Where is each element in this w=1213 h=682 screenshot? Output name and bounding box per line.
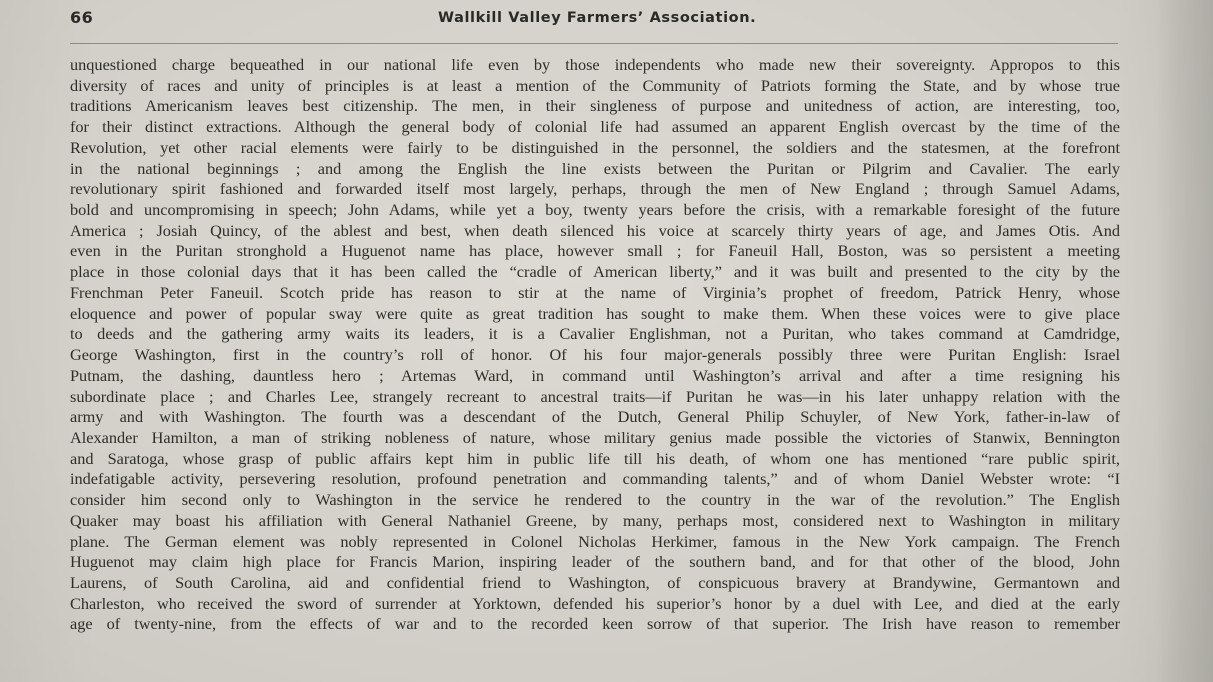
text-line: revolutionary spirit fashioned and forwarded itself most largely, perhaps, through the men of New England ; through Samuel Adams, bbox=[70, 179, 1120, 199]
text-line: traditions Americanism leaves best citizenship. The men, in their singleness of purpose and unitedness of action, are interesting, too, bbox=[70, 96, 1120, 116]
text-line: Laurens, of South Carolina, aid and confidential friend to Washington, of conspicuous bravery at Brandywine, Germantown and bbox=[70, 572, 1120, 592]
text-line: Revolution, yet other racial elements were fairly to be distinguished in the personnel, the soldiers and the statesmen, at the forefront bbox=[70, 137, 1120, 157]
text-line: subordinate place ; and Charles Lee, strangely recreant to ancestral traits—if Puritan he was—in his later unhappy relation with the bbox=[70, 386, 1120, 406]
text-line: and Saratoga, whose grasp of public affairs kept him in public life till his death, of whom one has mentioned “rare public spirit, bbox=[70, 448, 1120, 468]
text-line: George Washington, first in the country’s roll of honor. Of his four major-generals possibly three were Puritan English: Israel bbox=[70, 345, 1120, 365]
text-line: Alexander Hamilton, a man of striking nobleness of nature, whose military genius made possible the victories of Stanwix, Bennington bbox=[70, 427, 1120, 447]
page-header bbox=[70, 7, 1120, 33]
text-line: Frenchman Peter Faneuil. Scotch pride has reason to stir at the name of Virginia’s prophet of freedom, Patrick Henry, whose bbox=[70, 282, 1120, 302]
text-line: plane. The German element was nobly represented in Colonel Nicholas Herkimer, famous in the New York campaign. The French bbox=[70, 531, 1120, 551]
page-gutter-shadow bbox=[1155, 0, 1213, 682]
text-line: Quaker may boast his affiliation with General Nathaniel Greene, by many, perhaps most, considered next to Washington in military bbox=[70, 510, 1120, 530]
page-number: 66 bbox=[70, 8, 94, 27]
text-line: army and with Washington. The fourth was a descendant of the Dutch, General Philip Schuyler, of New York, father-in-law of bbox=[70, 407, 1120, 427]
text-line: indefatigable activity, persevering resolution, profound penetration and commanding talents,” and of whom Daniel Webster wrote: “I bbox=[70, 469, 1120, 489]
text-line: consider him second only to Washington in the service he rendered to the country in the war of the revolution.” The English bbox=[70, 490, 1120, 510]
running-head: Wallkill Valley Farmers’ Association. bbox=[438, 10, 757, 26]
text-line: even in the Puritan stronghold a Huguenot name has place, however small ; for Faneuil Hall, Boston, was so persistent a meeting bbox=[70, 241, 1120, 261]
text-line: diversity of races and unity of principles is at least a mention of the Community of Patriots forming the State, and by whose true bbox=[70, 75, 1120, 95]
text-line: place in those colonial days that it has been called the “cradle of American liberty,” and it was built and presented to the city by the bbox=[70, 262, 1120, 282]
text-line: America ; Josiah Quincy, of the ablest and best, when death silenced his voice at scarcely thirty years of age, and James Otis. And bbox=[70, 220, 1120, 240]
text-line: Huguenot may claim high place for Francis Marion, inspiring leader of the southern band, and for that other of the blood, John bbox=[70, 552, 1120, 572]
text-line: for their distinct extractions. Although the general body of colonial life had assumed an apparent English overcast by the time of the bbox=[70, 117, 1120, 137]
text-line: bold and uncompromising in speech; John Adams, while yet a boy, twenty years before the crisis, with a remarkable foresight of the future bbox=[70, 200, 1120, 220]
body-paragraph bbox=[70, 55, 1120, 635]
text-line: age of twenty-nine, from the effects of war and to the recorded keen sorrow of that superior. The Irish have reason to remember bbox=[70, 614, 1120, 634]
text-line: to deeds and the gathering army waits its leaders, it is a Cavalier Englishman, not a Puritan, who takes command at Camdridge, bbox=[70, 324, 1120, 344]
text-line: Putnam, the dashing, dauntless hero ; Artemas Ward, in command until Washington’s arrival and after a time resigning his bbox=[70, 365, 1120, 385]
text-line: in the national beginnings ; and among the English the line exists between the Puritan or Pilgrim and Cavalier. The early bbox=[70, 158, 1120, 178]
text-line: Charleston, who received the sword of surrender at Yorktown, defended his superior’s honor by a duel with Lee, and died at the early bbox=[70, 593, 1120, 613]
text-line: eloquence and power of popular sway were quite as great tradition has sought to make them. When these voices were to give place bbox=[70, 303, 1120, 323]
text-line: unquestioned charge bequeathed in our national life even by those independents who made new their sovereignty. Appropos to this bbox=[70, 55, 1120, 74]
header-rule bbox=[70, 43, 1118, 44]
